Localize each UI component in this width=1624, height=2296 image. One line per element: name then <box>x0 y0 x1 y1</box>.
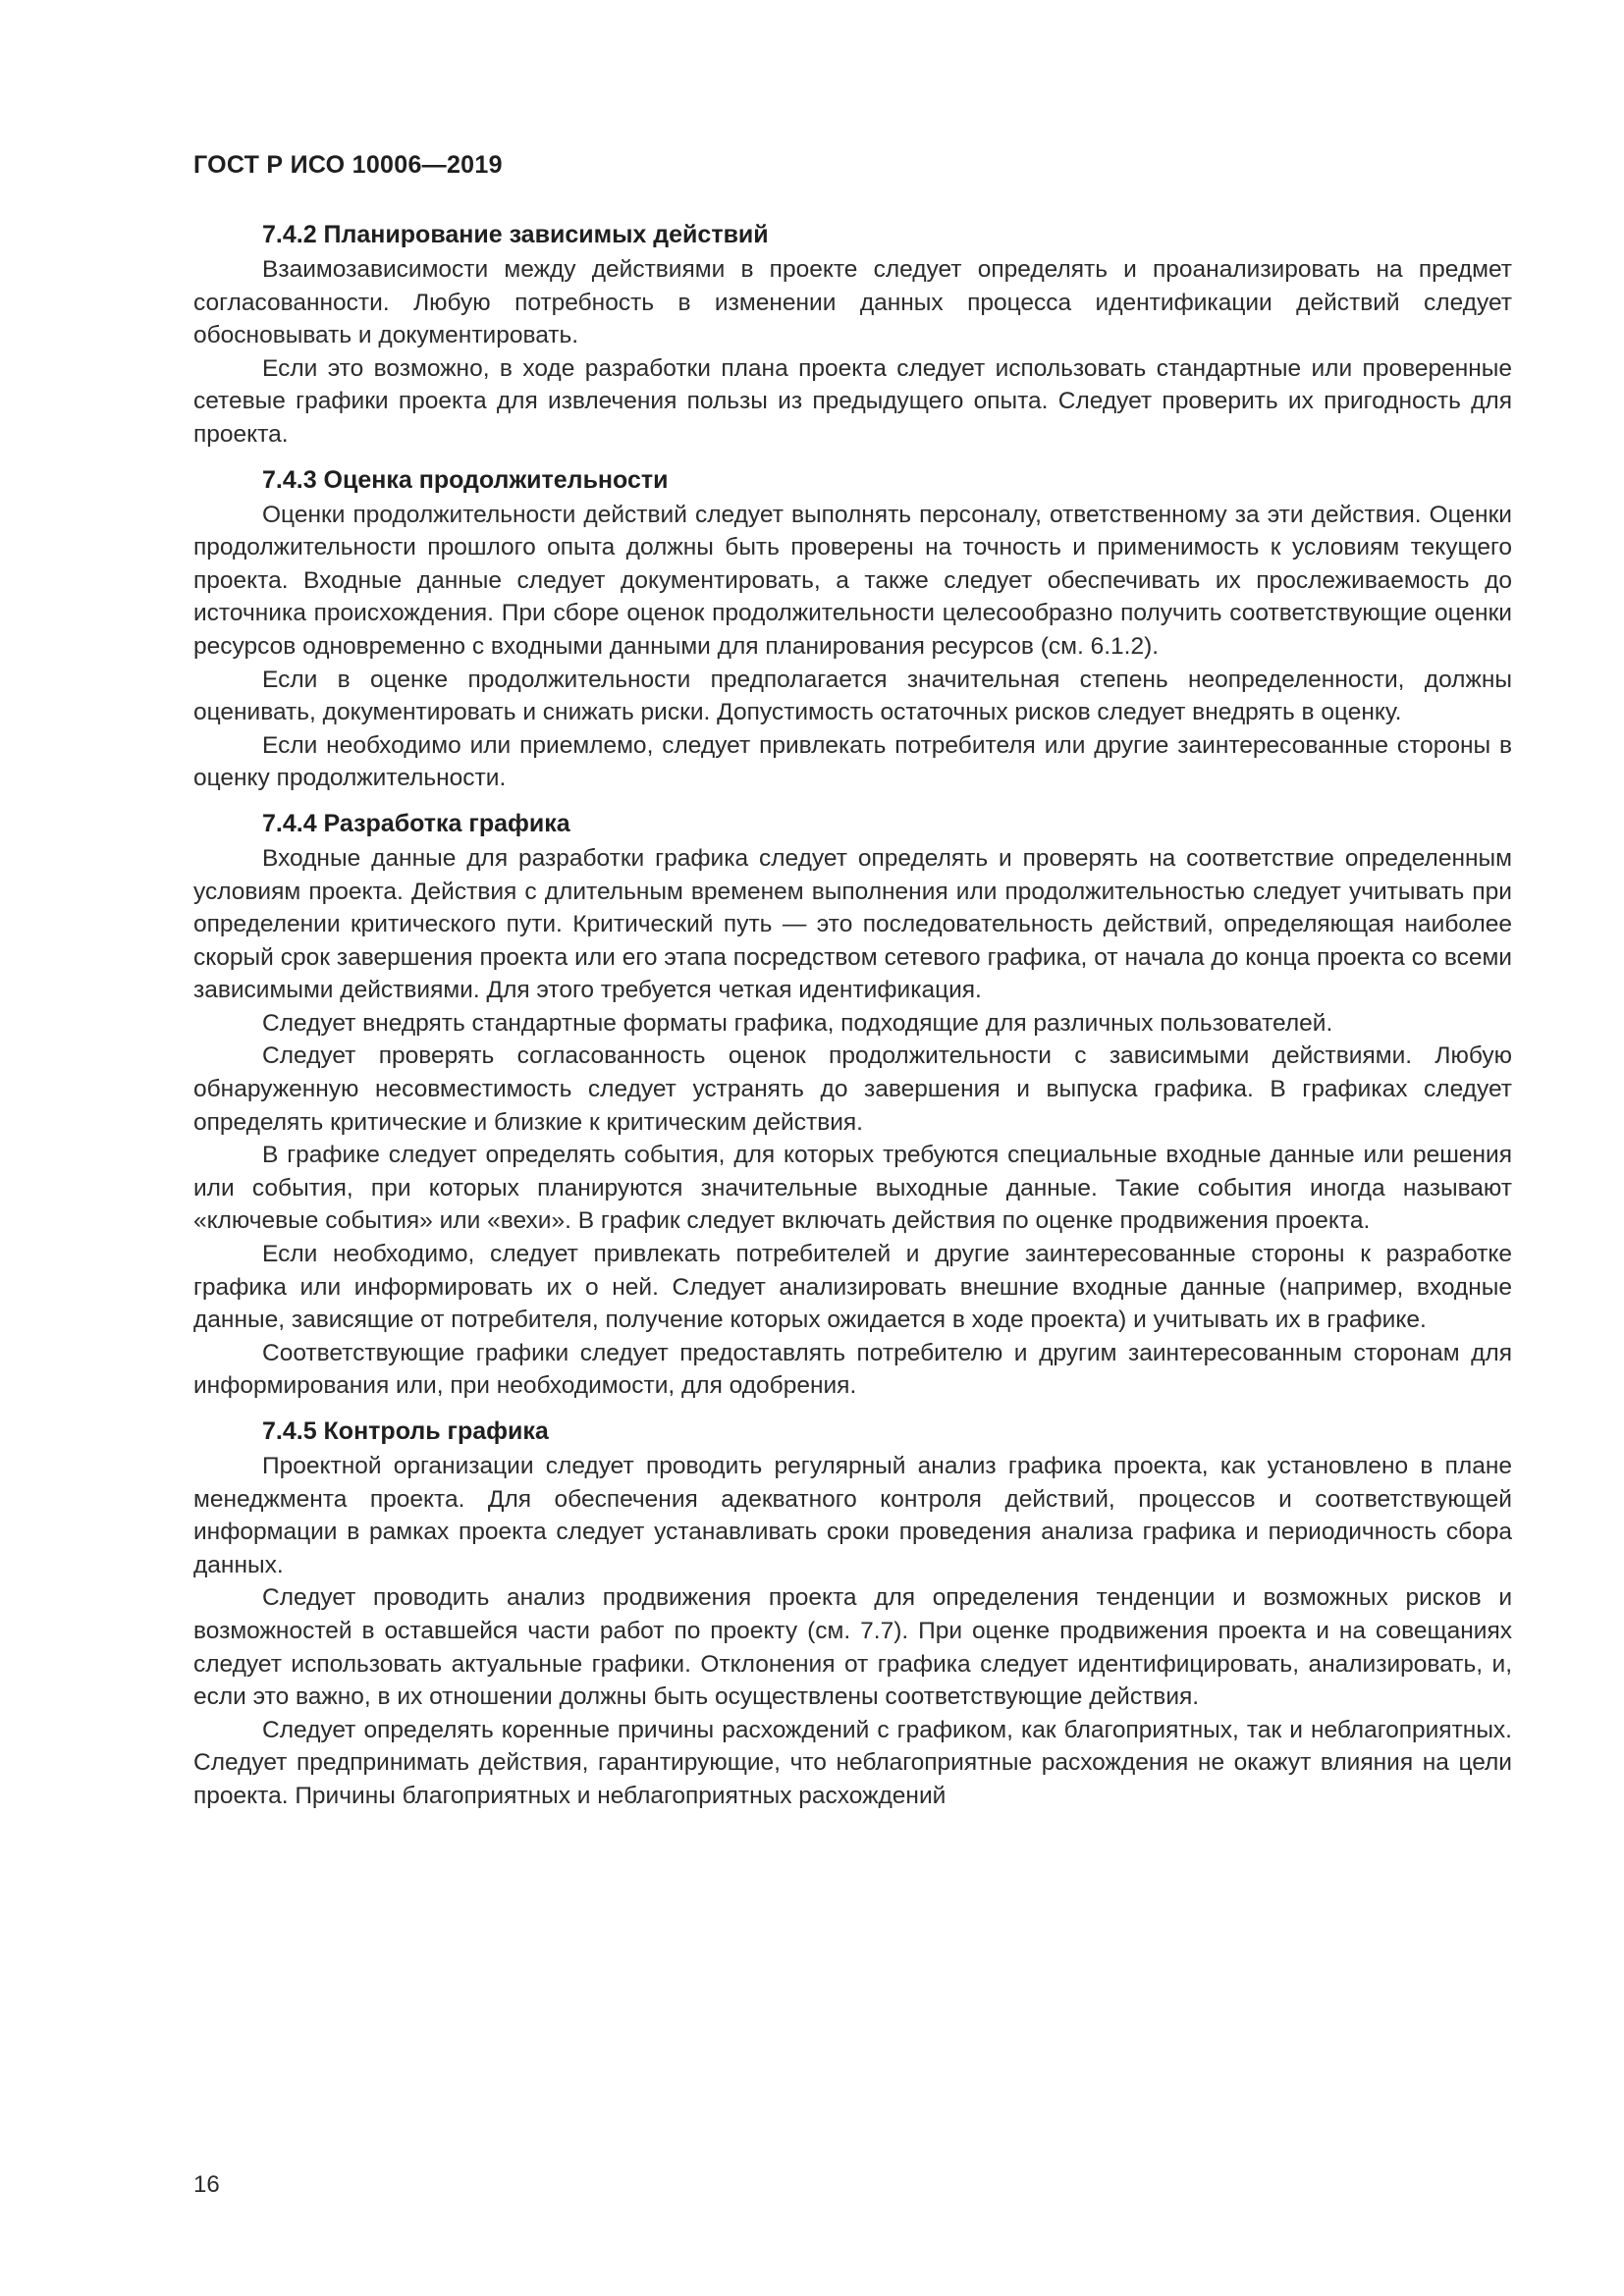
paragraph: Следует внедрять стандартные форматы графика, подходящие для различных пользователей. <box>262 1009 1333 1037</box>
paragraph: Оценки продолжительности действий следует выполнять персоналу, ответственному за эти действия. Оценки продолжительности прошлого опыта должны быть проверены на точность и применимость к условиям текущего проекта. Входные данные следует документировать, а также следует обеспечивать их прослеживаемость до источника происхождения. При сборе оценок продолжительности целесообразно получить соответствующие оценки ресурсов одновременно с входными данными для планирования ресурсов (см. 6.1.2). <box>193 501 1512 660</box>
section-7-4-2 <box>193 218 1512 452</box>
section-heading: 7.4.4 Разработка графика <box>262 809 570 837</box>
paragraph: Входные данные для разработки графика следует определять и проверять на соответствие определенным условиям проекта. Действия с длительным временем выполнения или продолжительностью следует учитывать при определении критического пути. Критический путь — это последовательность действий, определяющая наиболее скорый срок завершения проекта или его этапа посредством сетевого графика, от начала до конца проекта со всеми зависимыми действиями. Для этого требуется четкая идентификация. <box>193 844 1512 1004</box>
paragraph: Взаимозависимости между действиями в проекте следует определять и проанализировать на предмет согласованности. Любую потребность в изменении данных процесса идентификации действий следует обосновывать и документировать. <box>193 256 1512 349</box>
section-heading: 7.4.2 Планирование зависимых действий <box>262 221 769 248</box>
page-number: 16 <box>193 2171 220 2198</box>
document-header: ГОСТ Р ИСО 10006—2019 <box>193 151 503 179</box>
paragraph: Если необходимо, следует привлекать потребителей и другие заинтересованные стороны к разработке графика или информировать их о ней. Следует анализировать внешние входные данные (например, входные данные, зависящие от потребителя, получение которых ожидается в ходе проекта) и учитывать их в графике. <box>193 1241 1512 1334</box>
paragraph: Следует определять коренные причины расхождений с графиком, как благоприятных, так и неблагоприятных. Следует предпринимать действия, гарантирующие, что неблагоприятные расхождения не окажут влияния на цели проекта. Причины благоприятных и неблагоприятных расхождений <box>193 1716 1512 1809</box>
paragraph: Следует проводить анализ продвижения проекта для определения тенденции и возможных рисков и возможностей в оставшейся части работ по проекту (см. 7.7). При оценке продвижения проекта и на совещаниях следует использовать актуальные графики. Отклонения от графика следует идентифицировать, анализировать, и, если это важно, в их отношении должны быть осуществлены соответствующие действия. <box>193 1584 1512 1711</box>
document-body <box>193 218 1512 1813</box>
paragraph: Если это возможно, в ходе разработки плана проекта следует использовать стандартные или проверенные сетевые графики проекта для извлечения пользы из предыдущего опыта. Следует проверить их пригодность для проекта. <box>193 354 1512 448</box>
paragraph: Проектной организации следует проводить регулярный анализ графика проекта, как установлено в плане менеджмента проекта. Для обеспечения адекватного контроля действий, процессов и соответствующей информации в рамках проекта следует устанавливать сроки проведения анализа графика и периодичность сбора данных. <box>193 1453 1512 1578</box>
section-7-4-4 <box>193 807 1512 1403</box>
paragraph: Соответствующие графики следует предоставлять потребителю и другим заинтересованным сторонам для информирования или, при необходимости, для одобрения. <box>193 1339 1512 1400</box>
paragraph: Следует проверять согласованность оценок продолжительности с зависимыми действиями. Любую обнаруженную несовместимость следует устранять до завершения и выпуска графика. В графиках следует определять критические и близкие к критическим действия. <box>193 1042 1512 1136</box>
section-heading: 7.4.3 Оценка продолжительности <box>262 465 669 494</box>
section-7-4-3 <box>193 463 1512 795</box>
paragraph: Если необходимо или приемлемо, следует привлекать потребителя или другие заинтересованные стороны в оценку продолжительности. <box>193 731 1512 792</box>
paragraph: Если в оценке продолжительности предполагается значительная степень неопределенности, должны оценивать, документировать и снижать риски. Допустимость остаточных рисков следует внедрять в оценку. <box>193 666 1512 726</box>
section-7-4-5 <box>193 1415 1512 1813</box>
paragraph: В графике следует определять события, для которых требуются специальные входные данные или решения или события, при которых планируются значительные выходные данные. Такие события иногда называют «ключевые события» или «вехи». В график следует включать действия по оценке продвижения проекта. <box>193 1142 1512 1235</box>
section-heading: 7.4.5 Контроль графика <box>262 1417 549 1445</box>
